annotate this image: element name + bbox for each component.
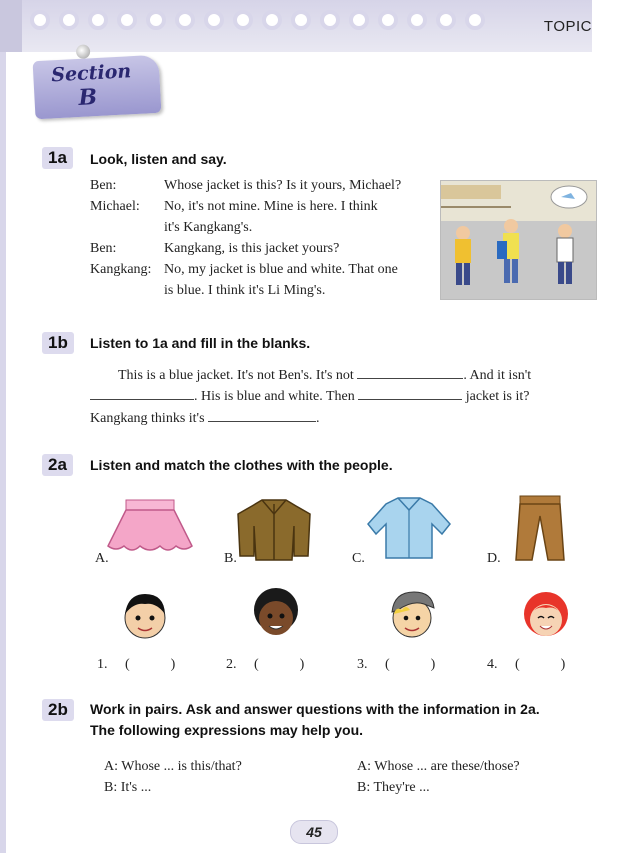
section-word: Section	[50, 60, 132, 87]
bracket-close: )	[170, 657, 176, 672]
exercise-tag-1b: 1b	[42, 332, 74, 354]
blank-field[interactable]	[357, 366, 463, 379]
ring-icon	[378, 10, 398, 30]
dialogue-line: No, it's not mine. Mine is here. I think	[164, 199, 378, 214]
option-label-a: A.	[95, 551, 109, 566]
expression-right-question: A: Whose ... are these/those?	[357, 759, 520, 774]
ring-icon	[349, 10, 369, 30]
fill-text: . And it isn't	[463, 368, 532, 383]
girl-red-hair-face-image	[520, 588, 572, 649]
exercise-tag-2b: 2b	[42, 699, 74, 721]
option-label-c: C.	[352, 551, 365, 566]
person-number: 2.	[226, 657, 237, 672]
boy-face-image	[120, 588, 170, 649]
bracket-open: (	[254, 657, 259, 672]
person-number: 4.	[487, 657, 498, 672]
dialogue-line: is blue. I think it's Li Ming's.	[164, 283, 326, 298]
match-item-4	[487, 656, 565, 673]
bracket-open: (	[515, 657, 520, 672]
ring-icon	[436, 10, 456, 30]
topic-tab	[592, 0, 640, 60]
topic-label: TOPIC	[543, 18, 592, 35]
heading-1b: Listen to 1a and fill in the blanks.	[90, 335, 311, 351]
blank-field[interactable]	[208, 409, 316, 422]
ring-icon	[30, 10, 50, 30]
dialogue-line: Kangkang, is this jacket yours?	[164, 241, 340, 256]
bracket-open: (	[385, 657, 390, 672]
ring-icon	[146, 10, 166, 30]
match-item-1	[97, 656, 175, 673]
jacket-image	[234, 496, 314, 567]
option-label-b: B.	[224, 551, 237, 566]
bracket-close: )	[299, 657, 305, 672]
person-number: 1.	[97, 657, 108, 672]
ring-icon	[291, 10, 311, 30]
ring-icon	[262, 10, 282, 30]
speaker: Ben:	[90, 178, 117, 193]
ring-icon	[59, 10, 79, 30]
skirt-image	[104, 498, 196, 563]
trousers-image	[514, 494, 566, 569]
page-fold	[0, 0, 22, 52]
shirt-image	[366, 494, 452, 565]
page-number-badge	[290, 820, 338, 844]
expression-left-answer: B: It's ...	[104, 780, 152, 795]
heading-2b-line2: The following expressions may help you.	[90, 722, 364, 738]
page-number: 45	[306, 824, 322, 840]
ring-icon	[175, 10, 195, 30]
left-margin-strip	[0, 52, 6, 853]
fill-sentence	[118, 366, 531, 384]
ring-icon	[88, 10, 108, 30]
option-label-d: D.	[487, 551, 501, 566]
speaker: Ben:	[90, 241, 117, 256]
answer-slot[interactable]	[133, 656, 167, 668]
dialogue-line: it's Kangkang's.	[164, 220, 253, 235]
answer-slot[interactable]	[262, 656, 296, 668]
fill-text: Kangkang thinks it's	[90, 411, 205, 426]
heading-1a: Look, listen and say.	[90, 151, 227, 167]
fill-sentence	[90, 387, 530, 405]
bracket-open: (	[125, 657, 130, 672]
bracket-close: )	[430, 657, 436, 672]
speaker: Kangkang:	[90, 262, 152, 277]
answer-slot[interactable]	[393, 656, 427, 668]
ring-icon	[407, 10, 427, 30]
section-badge	[33, 55, 162, 120]
exercise-tag-1a: 1a	[42, 147, 73, 169]
match-item-3	[357, 656, 435, 673]
match-item-2	[226, 656, 304, 673]
ring-icon	[320, 10, 340, 30]
blank-field[interactable]	[90, 387, 194, 400]
expression-left-question: A: Whose ... is this/that?	[104, 759, 242, 774]
dialogue-line: No, my jacket is blue and white. That one	[164, 262, 398, 277]
boy-cap-face-image	[384, 586, 442, 649]
ring-icon	[117, 10, 137, 30]
binder-rings	[30, 10, 485, 30]
fill-text: This is a blue jacket. It's not Ben's. It's not	[118, 368, 354, 383]
heading-2a: Listen and match the clothes with the people.	[90, 457, 393, 473]
exercise-tag-2a: 2a	[42, 454, 73, 476]
fill-text: jacket is it?	[465, 389, 530, 404]
answer-slot[interactable]	[523, 656, 557, 668]
fill-sentence	[90, 409, 320, 427]
section-letter: B	[77, 84, 98, 111]
blank-field[interactable]	[358, 387, 462, 400]
ring-icon	[233, 10, 253, 30]
speaker: Michael:	[90, 199, 140, 214]
heading-2b-line1: Work in pairs. Ask and answer questions with the information in 2a.	[90, 701, 540, 717]
person-number: 3.	[357, 657, 368, 672]
girl-curly-face-image	[250, 586, 302, 649]
expression-right-answer: B: They're ...	[357, 780, 430, 795]
bracket-close: )	[560, 657, 566, 672]
pin-icon	[76, 44, 91, 59]
fill-text: . His is blue and white. Then	[194, 389, 355, 404]
dialogue-illustration	[440, 180, 597, 300]
dialogue-line: Whose jacket is this? Is it yours, Michael?	[164, 178, 402, 193]
ring-icon	[465, 10, 485, 30]
fill-text: .	[316, 411, 320, 426]
ring-icon	[204, 10, 224, 30]
